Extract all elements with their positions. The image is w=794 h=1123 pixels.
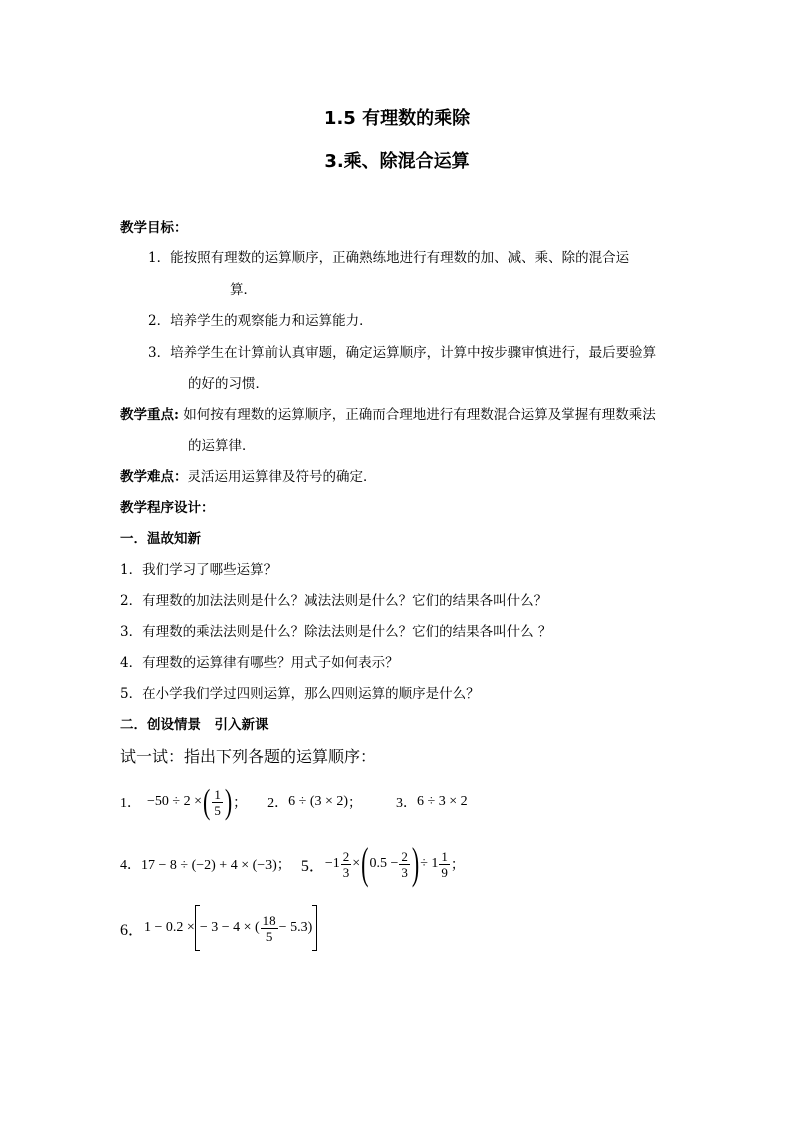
fraction-denominator: 5 bbox=[265, 928, 273, 944]
procedure-label: 教学程序设计： bbox=[120, 500, 215, 516]
exercise-6-label: 6． bbox=[120, 921, 145, 939]
exercise-1-end: ； bbox=[233, 796, 248, 811]
paren-left: ( bbox=[202, 781, 211, 822]
exercise-5-expr-a: −1 bbox=[324, 856, 340, 871]
objective-3-line-2: 的好的习惯． bbox=[188, 376, 269, 392]
exercise-1-fraction bbox=[212, 787, 223, 818]
difficulties bbox=[120, 468, 377, 486]
exercise-5-expr-c: 0.5 − bbox=[369, 856, 399, 871]
exercise-4-label: 4． bbox=[120, 858, 141, 873]
exercise-3-label: 3． bbox=[396, 796, 418, 811]
paren-right: ) bbox=[411, 838, 420, 888]
exercise-row-3 bbox=[120, 904, 317, 952]
paren-left: ( bbox=[361, 838, 369, 888]
exercise-row-2 bbox=[120, 840, 465, 888]
fraction-denominator: 3 bbox=[401, 864, 408, 880]
exercise-6-expr-c: − 5.3) bbox=[278, 920, 313, 935]
exercise-6-expr-b: − 3 − 4 × ( bbox=[199, 920, 260, 935]
exercise-2-expr: 6 ÷ (3 × 2) bbox=[288, 794, 349, 809]
exercise-5-end: ； bbox=[450, 858, 465, 873]
objective-3-line-1: 3．培养学生在计算前认真审题，确定运算顺序，计算中按步骤审慎进行，最后要验算 bbox=[148, 345, 657, 361]
question-5: 5．在小学我们学过四则运算，那么四则运算的顺序是什么？ bbox=[120, 686, 480, 702]
exercise-2-label: 2． bbox=[267, 796, 289, 811]
key-points-label: 教学重点: bbox=[120, 407, 179, 423]
question-3: 3．有理数的乘法法则是什么？除法法则是什么？它们的结果各叫什么 ？ bbox=[120, 624, 552, 640]
exercise-5-fraction-2 bbox=[399, 849, 410, 880]
fraction-denominator: 5 bbox=[214, 802, 221, 818]
exercise-5-fraction-1 bbox=[341, 849, 352, 880]
section-1-heading: 一．温故知新 bbox=[120, 531, 201, 547]
exercise-row-1 bbox=[120, 780, 468, 824]
objective-2: 2．培养学生的观察能力和运算能力． bbox=[148, 313, 373, 329]
exercise-1-label: 1． bbox=[120, 796, 141, 811]
fraction-numerator: 1 bbox=[441, 848, 448, 864]
fraction-denominator: 3 bbox=[342, 864, 350, 880]
key-points-line-1: 如何按有理数的运算顺序，正确而合理地进行有理数混合运算及掌握有理数乘法 bbox=[183, 407, 656, 423]
fraction-numerator: 2 bbox=[401, 848, 408, 864]
objective-1-line-1: 1．能按照有理数的运算顺序，正确熟练地进行有理数的加、减、乘、除的混合运 bbox=[148, 250, 630, 266]
exercise-6-expr-a: 1 − 0.2 × bbox=[144, 920, 195, 935]
key-points bbox=[120, 406, 656, 424]
exercise-4-expr: 17 − 8 ÷ (−2) + 4 × (−3)； bbox=[141, 858, 291, 873]
section-2-prompt: 试一试：指出下列各题的运算顺序： bbox=[120, 747, 377, 766]
key-points-line-2: 的运算律． bbox=[188, 438, 256, 454]
exercise-2-end: ； bbox=[348, 796, 363, 811]
fraction-denominator: 9 bbox=[441, 864, 448, 880]
exercise-5-expr-b: × bbox=[352, 856, 361, 871]
page-subtitle: 3.乘、除混合运算 bbox=[324, 151, 470, 172]
fraction-numerator: 18 bbox=[262, 912, 276, 928]
question-1: 1．我们学习了哪些运算？ bbox=[120, 562, 278, 578]
exercise-6-fraction bbox=[261, 913, 278, 944]
fraction-numerator: 1 bbox=[214, 786, 221, 802]
objectives-label: 教学目标： bbox=[120, 220, 188, 236]
page-title: 1.5 有理数的乘除 bbox=[323, 108, 471, 129]
section-2-heading: 二．创设情景 引入新课 bbox=[120, 717, 269, 733]
exercise-3-expr: 6 ÷ 3 × 2 bbox=[417, 794, 468, 809]
question-4: 4．有理数的运算律有哪些？用式子如何表示？ bbox=[120, 655, 399, 671]
difficulties-text: 灵活运用运算律及符号的确定． bbox=[187, 469, 377, 485]
exercise-1-expr: −50 ÷ 2 × bbox=[147, 794, 202, 809]
difficulties-label: 教学难点： bbox=[120, 469, 188, 485]
exercise-5-expr-e: ÷ 1 bbox=[420, 856, 439, 871]
fraction-numerator: 2 bbox=[342, 848, 350, 864]
objective-1-line-2: 算． bbox=[230, 282, 257, 298]
paren-right: ) bbox=[224, 781, 233, 822]
bracket-right bbox=[312, 905, 317, 951]
exercise-5-label: 5． bbox=[300, 857, 325, 875]
exercise-5-fraction-3 bbox=[439, 849, 450, 880]
question-2: 2．有理数的加法法则是什么？减法法则是什么？它们的结果各叫什么？ bbox=[120, 593, 548, 609]
